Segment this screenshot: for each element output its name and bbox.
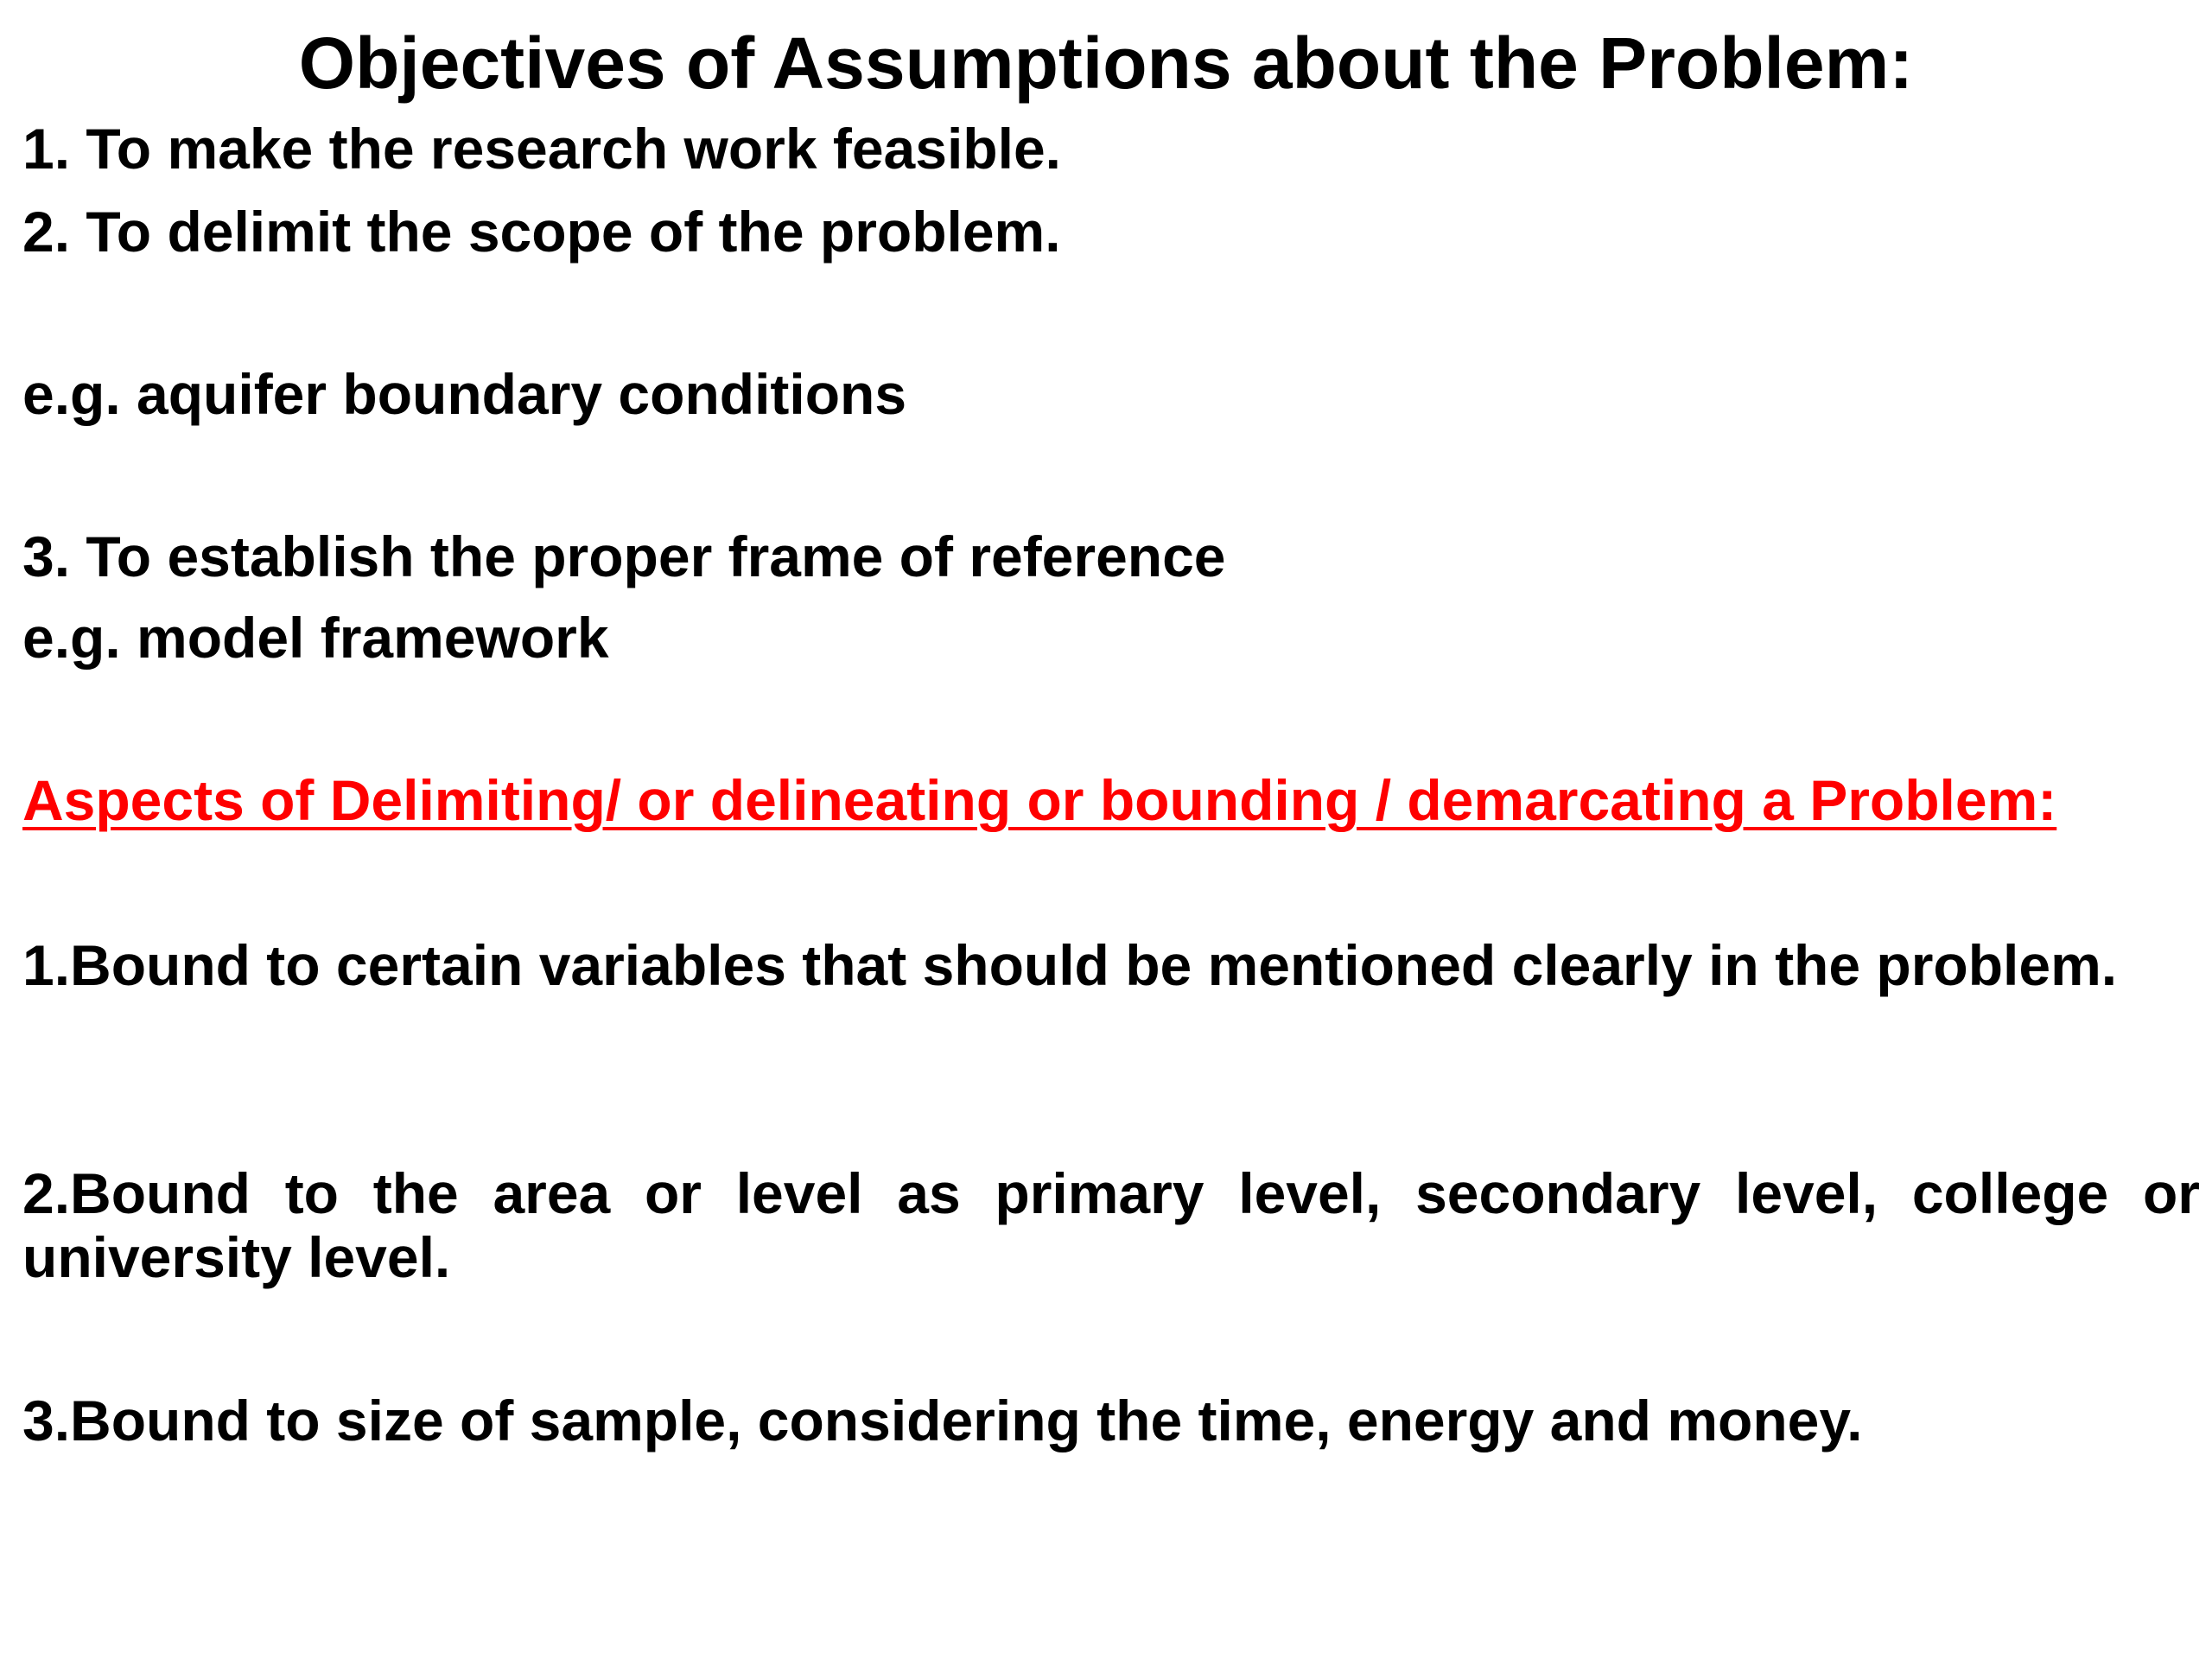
objective-2: 2. To delimit the scope of the problem.: [22, 200, 1061, 264]
aspect-2: 2.Bound to the area or level as primary level, secondary level, college or university level.: [22, 1161, 2200, 1289]
objective-3: 3. To establish the proper frame of reference: [22, 524, 1226, 588]
example-model: e.g. model framework: [22, 606, 609, 670]
example-aquifer: e.g. aquifer boundary conditions: [22, 362, 907, 426]
aspect-3: 3.Bound to size of sample, considering the time, energy and money.: [22, 1389, 1863, 1452]
aspect-1: 1.Bound to certain variables that should be mentioned clearly in the problem.: [22, 933, 2118, 997]
slide-title: Objectives of Assumptions about the Problem:: [298, 22, 1914, 104]
aspects-heading: Aspects of Delimiting/ or delineating or bounding / demarcating a Problem:: [22, 768, 2057, 832]
objective-1: 1. To make the research work feasible.: [22, 117, 1061, 181]
